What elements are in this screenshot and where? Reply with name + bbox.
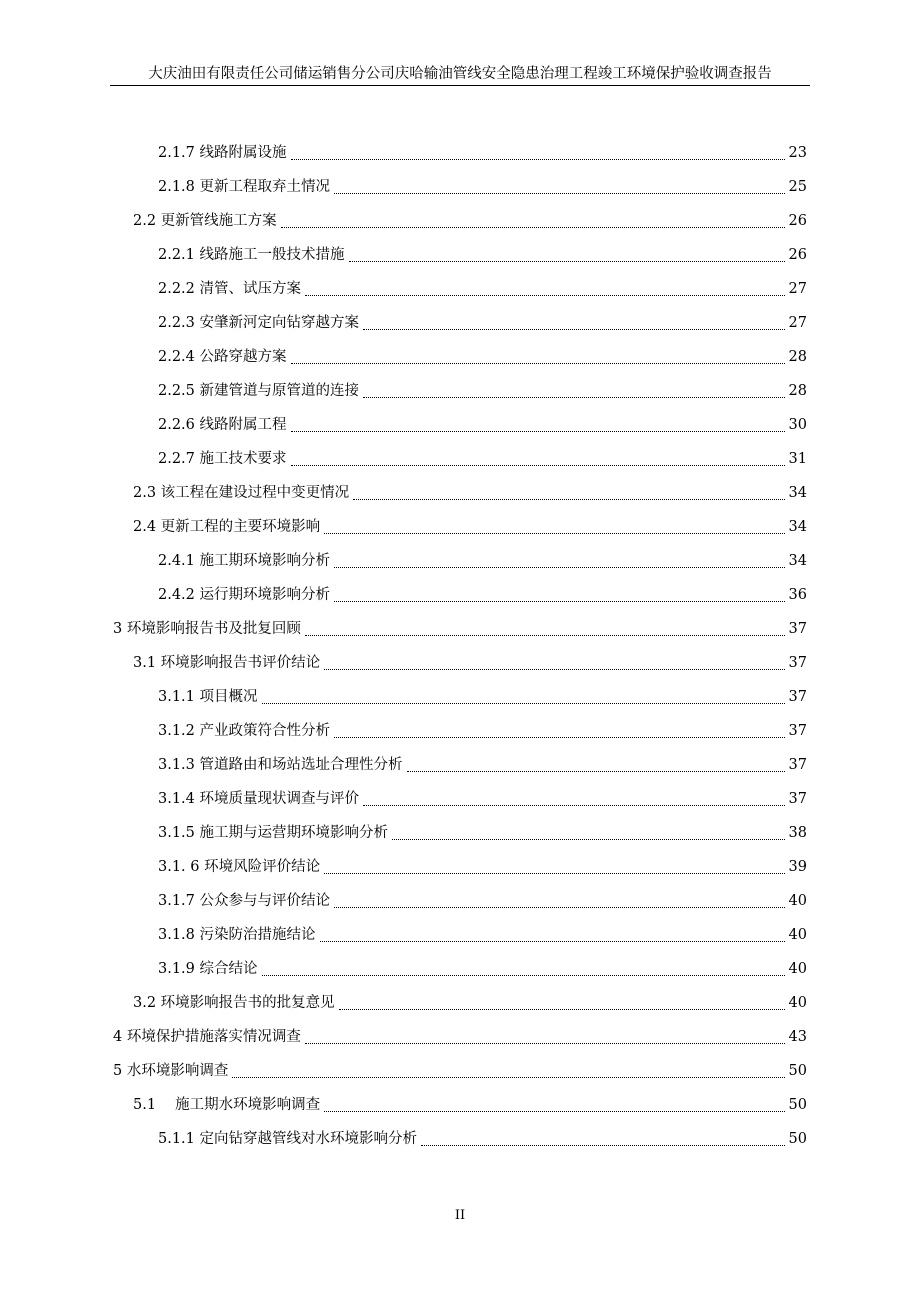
- toc-entry-page: 28: [788, 383, 807, 399]
- toc-entry-page: 37: [788, 689, 807, 705]
- toc-entry-label: 3.1.3 管道路由和场站选址合理性分析: [158, 757, 403, 773]
- toc-entry[interactable]: [158, 1128, 807, 1150]
- toc-entry-page: 50: [788, 1131, 807, 1147]
- toc-entry[interactable]: [133, 652, 807, 674]
- toc-entry[interactable]: [158, 822, 807, 844]
- toc-entry-label: 4 环境保护措施落实情况调查: [113, 1029, 301, 1045]
- toc-entry-label: 2.1.7 线路附属设施: [158, 145, 287, 161]
- toc-entry-page: 30: [788, 417, 807, 433]
- toc-entry-label: 2.2.6 线路附属工程: [158, 417, 287, 433]
- toc-entry-label: 2.2.1 线路施工一般技术措施: [158, 247, 345, 263]
- toc-entry-label: 2.3 该工程在建设过程中变更情况: [133, 485, 350, 501]
- toc-entry-label: 2.4 更新工程的主要环境影响: [133, 519, 321, 535]
- toc-entry-label: 2.2.5 新建管道与原管道的连接: [158, 383, 360, 399]
- toc-entry-page: 26: [788, 247, 807, 263]
- toc-entry[interactable]: [113, 1026, 807, 1048]
- toc-entry[interactable]: [133, 210, 807, 232]
- toc-entry-page: 37: [788, 791, 807, 807]
- toc-dot-leader: [349, 261, 785, 262]
- toc-entry[interactable]: [158, 924, 807, 946]
- toc-entry-page: 36: [788, 587, 807, 603]
- toc-entry[interactable]: [158, 686, 807, 708]
- toc-dot-leader: [262, 703, 785, 704]
- toc-dot-leader: [291, 465, 785, 466]
- toc-entry-page: 23: [788, 145, 807, 161]
- toc-entry-label: 3 环境影响报告书及批复回顾: [113, 621, 301, 637]
- toc-entry[interactable]: [133, 992, 807, 1014]
- toc-entry[interactable]: [158, 244, 807, 266]
- toc-entry-label: 3.1.5 施工期与运营期环境影响分析: [158, 825, 389, 841]
- toc-entry-page: 27: [788, 281, 807, 297]
- toc-entry[interactable]: [158, 584, 807, 606]
- toc-entry-page: 27: [788, 315, 807, 331]
- toc-entry-label: 2.1.8 更新工程取弃土情况: [158, 179, 331, 195]
- toc-dot-leader: [305, 295, 785, 296]
- toc-dot-leader: [334, 567, 785, 568]
- toc-dot-leader: [324, 1111, 785, 1112]
- toc-entry-label: 2.2.7 施工技术要求: [158, 451, 287, 467]
- toc-entry[interactable]: [158, 856, 807, 878]
- toc-dot-leader: [363, 805, 785, 806]
- toc-dot-leader: [324, 669, 785, 670]
- toc-entry-page: 31: [788, 451, 807, 467]
- toc-entry[interactable]: [158, 720, 807, 742]
- toc-entry-label: 3.1 环境影响报告书评价结论: [133, 655, 321, 671]
- toc-dot-leader: [353, 499, 785, 500]
- toc-entry[interactable]: [133, 516, 807, 538]
- toc-entry-label: 3.1.4 环境质量现状调查与评价: [158, 791, 360, 807]
- toc-entry-page: 34: [788, 485, 807, 501]
- toc-dot-leader: [363, 329, 785, 330]
- toc-entry-label: 2.2 更新管线施工方案: [133, 213, 277, 229]
- toc-entry[interactable]: [158, 142, 807, 164]
- toc-entry-page: 40: [788, 995, 807, 1011]
- toc-entry-page: 25: [788, 179, 807, 195]
- toc-entry[interactable]: [133, 1094, 807, 1116]
- toc-dot-leader: [324, 533, 785, 534]
- toc-entry[interactable]: [133, 482, 807, 504]
- toc-entry[interactable]: [158, 958, 807, 980]
- toc-entry-label: 2.4.1 施工期环境影响分析: [158, 553, 331, 569]
- toc-entry-page: 37: [788, 621, 807, 637]
- toc-entry-label: 2.2.4 公路穿越方案: [158, 349, 287, 365]
- toc-entry-label: 2.2.2 清管、试压方案: [158, 281, 302, 297]
- toc-entry-label: 5.1.1 定向钻穿越管线对水环境影响分析: [158, 1131, 418, 1147]
- toc-entry-label: 3.1.7 公众参与与评价结论: [158, 893, 331, 909]
- toc-entry[interactable]: [158, 176, 807, 198]
- toc-dot-leader: [334, 601, 785, 602]
- toc-entry[interactable]: [158, 380, 807, 402]
- toc-entry[interactable]: [113, 1060, 807, 1082]
- toc-entry-page: 50: [788, 1063, 807, 1079]
- running-header-title: 大庆油田有限责任公司储运销售分公司庆哈输油管线安全隐患治理工程竣工环境保护验收调查报告: [148, 66, 772, 82]
- toc-entry-page: 26: [788, 213, 807, 229]
- toc-entry-label: 5.1 施工期水环境影响调查: [133, 1097, 321, 1113]
- toc-entry-page: 40: [788, 927, 807, 943]
- toc-dot-leader: [320, 941, 785, 942]
- toc-entry-page: 39: [788, 859, 807, 875]
- toc-entry[interactable]: [158, 754, 807, 776]
- toc-dot-leader: [305, 635, 785, 636]
- toc-entry-page: 37: [788, 655, 807, 671]
- toc-entry[interactable]: [158, 414, 807, 436]
- toc-dot-leader: [421, 1145, 785, 1146]
- toc-dot-leader: [262, 975, 785, 976]
- toc-entry-page: 43: [788, 1029, 807, 1045]
- toc-entry-page: 50: [788, 1097, 807, 1113]
- toc-entry-label: 3.1. 6 环境风险评价结论: [158, 859, 321, 875]
- toc-entry-label: 3.1.8 污染防治措施结论: [158, 927, 316, 943]
- toc-entry-label: 2.4.2 运行期环境影响分析: [158, 587, 331, 603]
- toc-dot-leader: [392, 839, 785, 840]
- toc-dot-leader: [291, 431, 785, 432]
- toc-dot-leader: [281, 227, 785, 228]
- toc-entry-label: 3.1.2 产业政策符合性分析: [158, 723, 331, 739]
- toc-entry-label: 5 水环境影响调查: [113, 1063, 229, 1079]
- toc-dot-leader: [407, 771, 785, 772]
- toc-entry-page: 38: [788, 825, 807, 841]
- toc-dot-leader: [334, 907, 785, 908]
- toc-entry-label: 3.2 环境影响报告书的批复意见: [133, 995, 335, 1011]
- toc-dot-leader: [291, 363, 785, 364]
- toc-entry[interactable]: [158, 278, 807, 300]
- toc-dot-leader: [363, 397, 785, 398]
- toc-entry[interactable]: [158, 312, 807, 334]
- toc-entry-label: 3.1.1 项目概况: [158, 689, 258, 705]
- page-number: II: [454, 1208, 466, 1223]
- toc-entry-page: 40: [788, 893, 807, 909]
- toc-entry-page: 37: [788, 757, 807, 773]
- toc-dot-leader: [324, 873, 785, 874]
- toc-dot-leader: [334, 737, 785, 738]
- toc-dot-leader: [305, 1043, 785, 1044]
- toc-dot-leader: [334, 193, 785, 194]
- toc-entry-page: 40: [788, 961, 807, 977]
- toc-entry[interactable]: [113, 618, 807, 640]
- toc-entry-page: 34: [788, 519, 807, 535]
- toc-dot-leader: [291, 159, 785, 160]
- toc-entry-label: 2.2.3 安肇新河定向钻穿越方案: [158, 315, 360, 331]
- toc-entry-label: 3.1.9 综合结论: [158, 961, 258, 977]
- toc-dot-leader: [339, 1009, 785, 1010]
- toc-entry[interactable]: [158, 890, 807, 912]
- header-divider: [110, 85, 810, 86]
- toc-entry-page: 28: [788, 349, 807, 365]
- toc-dot-leader: [232, 1077, 785, 1078]
- toc-entry[interactable]: [158, 788, 807, 810]
- toc-entry[interactable]: [158, 346, 807, 368]
- toc-entry-page: 37: [788, 723, 807, 739]
- toc-entry[interactable]: [158, 550, 807, 572]
- toc-entry-page: 34: [788, 553, 807, 569]
- toc-entry[interactable]: [158, 448, 807, 470]
